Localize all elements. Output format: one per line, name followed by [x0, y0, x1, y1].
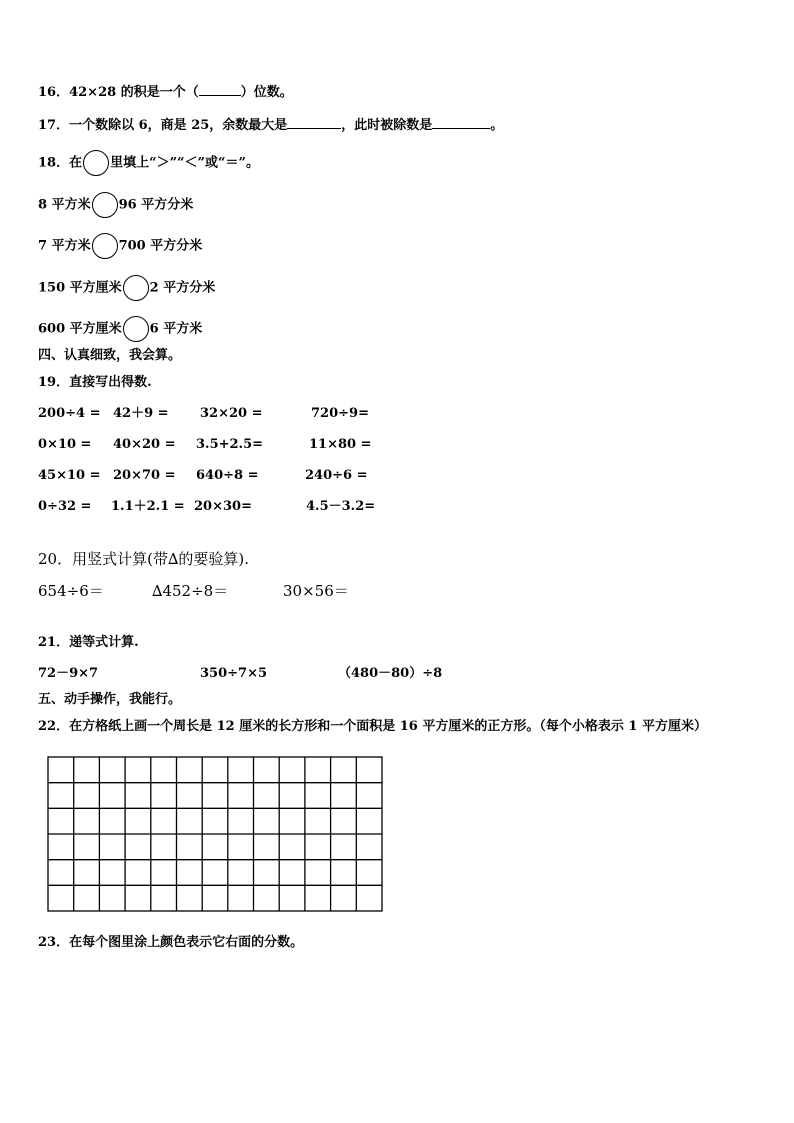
q18-item-left: 150 平方厘米	[38, 280, 122, 296]
q18-item	[38, 233, 202, 259]
q19-expression: 45×10 =	[38, 468, 101, 483]
q18-prefix: 18．在	[38, 155, 83, 171]
q16-answer-blank[interactable]	[199, 83, 241, 96]
q20-title: 20．用竖式计算(带∆的要验算).	[38, 550, 250, 568]
section-5-heading: 五、动手操作，我能行。	[38, 692, 182, 707]
q19-expression: 200÷4 =	[38, 406, 101, 421]
question-17	[38, 116, 503, 134]
q19-expression: 1.1＋2.1 =	[111, 499, 185, 514]
q18-item-left: 8 平方米	[38, 197, 91, 213]
q19-expression: 640÷8 =	[196, 468, 259, 483]
q17-remainder-blank[interactable]	[287, 116, 341, 129]
q16-suffix: ）位数。	[240, 85, 293, 100]
q18-item	[38, 275, 215, 301]
compare-circle[interactable]	[123, 316, 149, 342]
q19-title: 19．直接写出得数.	[38, 375, 152, 390]
q18-example-circle	[83, 150, 109, 176]
q19-expression: 20×70 =	[113, 468, 176, 483]
q19-expression: 40×20 =	[113, 437, 176, 452]
q17-dividend-blank[interactable]	[432, 116, 490, 129]
q19-expression: 11×80 =	[309, 437, 372, 452]
question-18	[38, 150, 259, 176]
q19-expression: 240÷6 =	[305, 468, 368, 483]
q19-expression: 0×10 =	[38, 437, 92, 452]
compare-circle[interactable]	[123, 275, 149, 301]
q19-expression: 42＋9 =	[113, 406, 169, 421]
q18-item	[38, 316, 202, 342]
q18-item-left: 7 平方米	[38, 238, 91, 254]
q20-expression: 30×56＝	[283, 582, 349, 600]
q20-expression: ∆452÷8＝	[152, 582, 229, 600]
section-4-heading: 四、认真细致，我会算。	[38, 348, 182, 363]
q21-expression: （480－80）÷8	[338, 666, 443, 681]
q21-expression: 72－9×7	[38, 666, 99, 681]
q17-mid: ，此时被除数是	[341, 118, 433, 133]
q18-item	[38, 192, 193, 218]
q19-expression: 4.5－3.2=	[306, 499, 376, 514]
q21-title: 21．递等式计算.	[38, 635, 139, 650]
q19-expression: 3.5+2.5=	[196, 437, 264, 452]
q20-expression: 654÷6＝	[38, 582, 104, 600]
q18-item-left: 600 平方厘米	[38, 321, 122, 337]
compare-circle[interactable]	[92, 192, 118, 218]
q19-expression: 32×20 =	[200, 406, 263, 421]
q19-expression: 0÷32 =	[38, 499, 92, 514]
q22-text: 22．在方格纸上画一个周长是 12 厘米的长方形和一个面积是 16 平方厘米的正方形。（每个小格表示 1 平方厘米）	[38, 719, 707, 734]
compare-circle[interactable]	[92, 233, 118, 259]
q21-expression: 350÷7×5	[200, 666, 268, 681]
square-grid-paper[interactable]	[47, 756, 383, 912]
q18-item-right: 700 平方分米	[118, 238, 203, 254]
q17-suffix: 。	[490, 118, 504, 133]
q19-expression: 20×30=	[194, 499, 252, 514]
question-16	[38, 83, 293, 101]
q19-expression: 720÷9=	[311, 406, 369, 421]
q18-suffix: 里填上“＞”“＜”或“＝”。	[110, 155, 259, 171]
q18-item-right: 96 平方分米	[118, 197, 194, 213]
q18-item-right: 6 平方米	[149, 321, 203, 337]
q16-prefix: 16．42×28 的积是一个（	[38, 85, 199, 100]
q23-text: 23．在每个图里涂上颜色表示它右面的分数。	[38, 935, 304, 950]
q17-prefix: 17．一个数除以 6，商是 25，余数最大是	[38, 118, 288, 133]
q18-item-right: 2 平方分米	[149, 280, 216, 296]
